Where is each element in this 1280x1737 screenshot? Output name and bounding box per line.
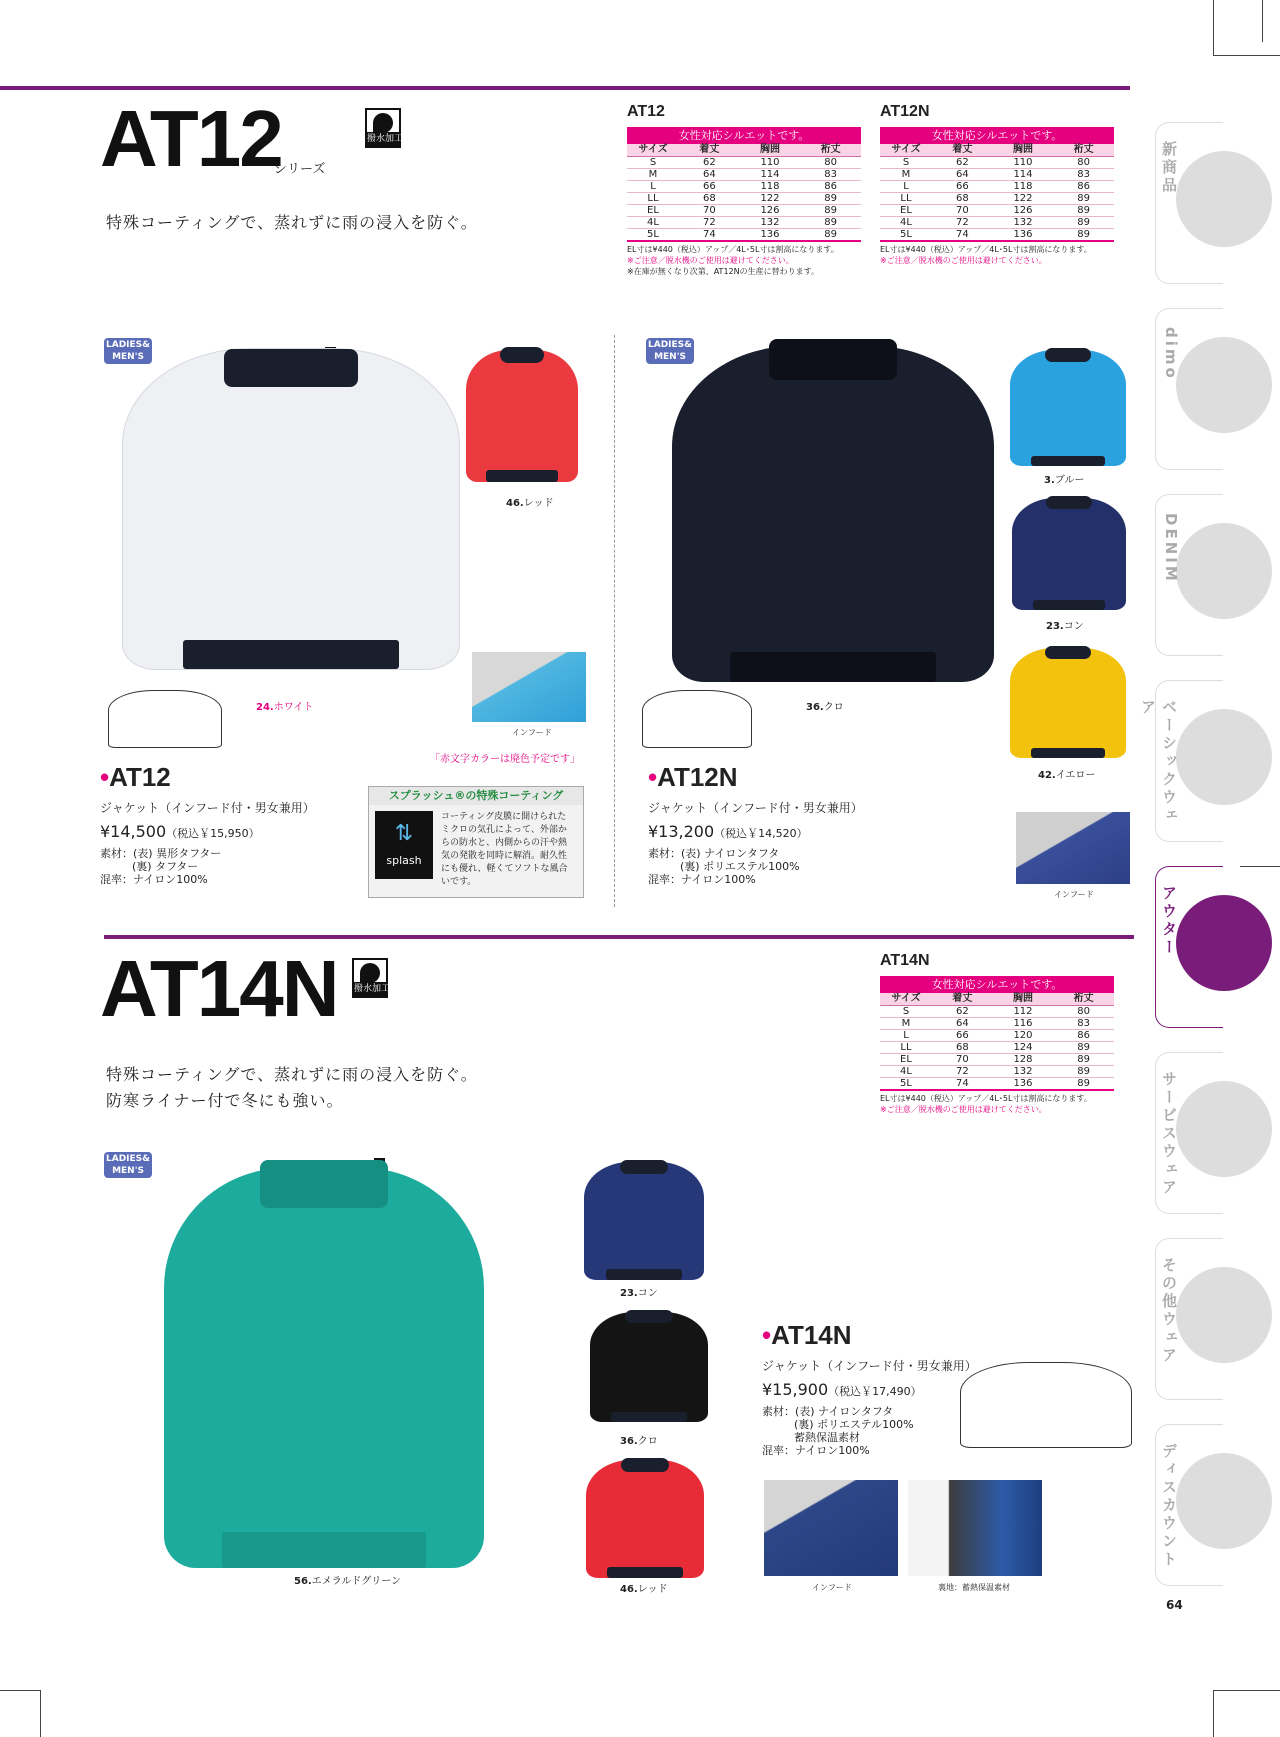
tab-dimo[interactable]: dimo <box>1155 308 1223 470</box>
crop-mark <box>1213 0 1214 56</box>
product-at12n <box>648 762 863 886</box>
product-desc: ジャケット（インフード付・男女兼用） <box>762 1359 977 1373</box>
color-caption-black: 36.クロ <box>620 1436 658 1447</box>
product-material: 素材：(表) 異形タフター (裏) タフター 混率：ナイロン100% <box>100 847 222 886</box>
lining-caption: 裏地：蓄熱保温素材 <box>938 1583 1010 1592</box>
crop-mark <box>1240 866 1280 867</box>
ladies-mens-badge: LADIES& MEN'S <box>106 340 150 362</box>
product-name: •AT12N <box>648 762 738 792</box>
hood-caption: インフード <box>1054 890 1094 899</box>
hood-photo <box>1016 812 1130 884</box>
water-repellent-icon: 撥水加工 <box>365 108 401 148</box>
product-name: •AT12 <box>100 762 171 792</box>
size-table-title: AT12 <box>627 103 665 120</box>
size-table: サイズ 着丈 胸囲 裄丈 S 62 112 80 M 64 116 83 L 66 120 86 LL 68 124 89 EL 70 128 89 4L 72 132 89 5L 74 136 89 <box>880 993 1114 1091</box>
discontinued-note: 「赤文字カラーは廃色予定です」 <box>430 754 580 765</box>
tab-service-wear[interactable]: サービスウェア <box>1155 1052 1223 1214</box>
jacket-navy-photo <box>1012 498 1126 610</box>
color-caption-white: 24.ホワイト <box>256 702 314 713</box>
silhouette-banner: 女性対応シルエットです。 <box>627 127 861 144</box>
color-caption-blue: 3.ブルー <box>1044 475 1085 486</box>
hood-caption: インフード <box>512 728 552 737</box>
color-caption-emerald: 56.エメラルドグリーン <box>294 1576 402 1587</box>
jacket-black-photo <box>590 1312 708 1422</box>
color-caption-red: 46.レッド <box>620 1584 668 1595</box>
product-desc: ジャケット（インフード付・男女兼用） <box>100 801 315 815</box>
color-caption-yellow: 42.イエロー <box>1038 770 1096 781</box>
size-table: サイズ 着丈 胸囲 裄丈 S 62 110 80 M 64 114 83 L 66 118 86 LL 68 122 89 EL 70 126 89 4L 72 132 89 5L 74 136 89 <box>880 144 1114 242</box>
product-desc: ジャケット（インフード付・男女兼用） <box>648 801 863 815</box>
product-material: 素材：(表) ナイロンタフタ (裏) ポリエステル100% 蓄熱保温素材 混率：ナイロン100% <box>762 1405 914 1457</box>
jacket-yellow-photo <box>1010 648 1126 758</box>
care-note: ※ご注意／脱水機のご使用は避けてください。 <box>880 256 1047 265</box>
crop-mark <box>1213 1690 1214 1737</box>
tab-denim[interactable]: DENIM <box>1155 494 1223 656</box>
lining-photo <box>908 1480 1042 1576</box>
hood-caption: インフード <box>812 1583 852 1592</box>
splash-text: コーティング皮膜に開けられたミクロの気孔によって、外部からの防水と、内側からの汗や熱気の発散を同時に解消。耐久性にも優れ、軽くてソフトな風合いです。 <box>441 812 568 887</box>
tab-other-wear[interactable]: その他ウェア <box>1155 1238 1223 1400</box>
tab-new-products[interactable]: 新商品 <box>1155 122 1223 284</box>
jacket-emerald-photo <box>164 1168 484 1568</box>
size-note: EL寸は¥440（税込）アップ／4L･5L寸は割高になります。 <box>627 245 839 254</box>
jacket-black-photo <box>672 346 994 682</box>
section-rule <box>0 86 1130 90</box>
jacket-sketch <box>642 690 752 748</box>
silhouette-banner: 女性対応シルエットです。 <box>880 127 1114 144</box>
crop-mark <box>1262 0 1263 42</box>
size-table-at12n <box>880 103 1114 266</box>
section-rule <box>104 935 1134 939</box>
tab-outer[interactable]: アウター <box>1155 866 1223 1028</box>
tab-discount[interactable]: ディスカウント <box>1155 1424 1223 1586</box>
product-price: ¥15,900（税込￥17,490） <box>762 1380 922 1399</box>
stock-note: ※在庫が無くなり次第、AT12Nの生産に替わります。 <box>627 267 819 276</box>
at14n-title: AT14N <box>100 944 338 1033</box>
at12-lead: 特殊コーティングで、蒸れずに雨の浸入を防ぐ。 <box>106 213 478 232</box>
crop-mark <box>0 1690 41 1691</box>
size-note: EL寸は¥440（税込）アップ／4L･5L寸は割高になります。 <box>880 245 1092 254</box>
jacket-blue-photo <box>1010 350 1126 466</box>
page-number: 64 <box>1166 1598 1183 1612</box>
at12-title: AT12 <box>100 94 282 183</box>
color-caption-navy: 23.コン <box>1046 621 1084 632</box>
product-at12 <box>100 762 315 886</box>
care-note: ※ご注意／脱水機のご使用は避けてください。 <box>627 256 794 265</box>
crop-mark <box>1213 1690 1280 1691</box>
splash-logo: ⇅ splash <box>375 811 433 879</box>
ladies-mens-badge: LADIES& MEN'S <box>648 340 692 362</box>
color-caption-navy: 23.コン <box>620 1288 658 1299</box>
ladies-mens-badge: LADIES& MEN'S <box>106 1154 150 1176</box>
jacket-sketch <box>960 1362 1132 1448</box>
product-at14n <box>762 1320 977 1457</box>
hood-photo <box>764 1480 898 1576</box>
product-price: ¥13,200（税込￥14,520） <box>648 822 808 841</box>
jacket-white-photo <box>122 348 460 670</box>
size-note: EL寸は¥440（税込）アップ／4L･5L寸は割高になります。 <box>880 1094 1092 1103</box>
water-repellent-icon: 撥水加工 <box>352 958 388 998</box>
crop-mark <box>40 1690 41 1737</box>
silhouette-banner: 女性対応シルエットです。 <box>880 976 1114 993</box>
color-caption-black: 36.クロ <box>806 702 844 713</box>
at14n-lead: 特殊コーティングで、蒸れずに雨の浸入を防ぐ。 防寒ライナー付で冬にも強い。 <box>106 1065 478 1110</box>
jacket-red-photo <box>466 350 578 482</box>
size-table-title: AT12N <box>880 103 930 120</box>
size-table-title: AT14N <box>880 952 930 969</box>
size-table-at12 <box>627 103 861 277</box>
care-note: ※ご注意／脱水機のご使用は避けてください。 <box>880 1105 1047 1114</box>
size-table-at14n <box>880 952 1114 1115</box>
hood-photo <box>472 652 586 722</box>
splash-header: スプラッシュ®の特殊コーティング <box>369 787 583 805</box>
crop-mark <box>1213 55 1280 56</box>
column-divider <box>614 335 615 907</box>
product-name: •AT14N <box>762 1320 852 1350</box>
jacket-navy-photo <box>584 1162 704 1280</box>
color-caption-red: 46.レッド <box>506 498 554 509</box>
splash-coating-box <box>368 786 584 898</box>
jacket-red-photo <box>586 1460 704 1578</box>
size-table: サイズ 着丈 胸囲 裄丈 S 62 110 80 M 64 114 83 L 66 118 86 LL 68 122 89 EL 70 126 89 4L 72 132 89 5L 74 136 89 <box>627 144 861 242</box>
tab-basic-wear[interactable]: ベーシックウェア <box>1155 680 1223 842</box>
jacket-sketch <box>108 690 222 748</box>
series-label: シリーズ <box>274 162 326 177</box>
product-price: ¥14,500（税込￥15,950） <box>100 822 260 841</box>
product-material: 素材：(表) ナイロンタフタ (裏) ポリエステル100% 混率：ナイロン100% <box>648 847 800 886</box>
